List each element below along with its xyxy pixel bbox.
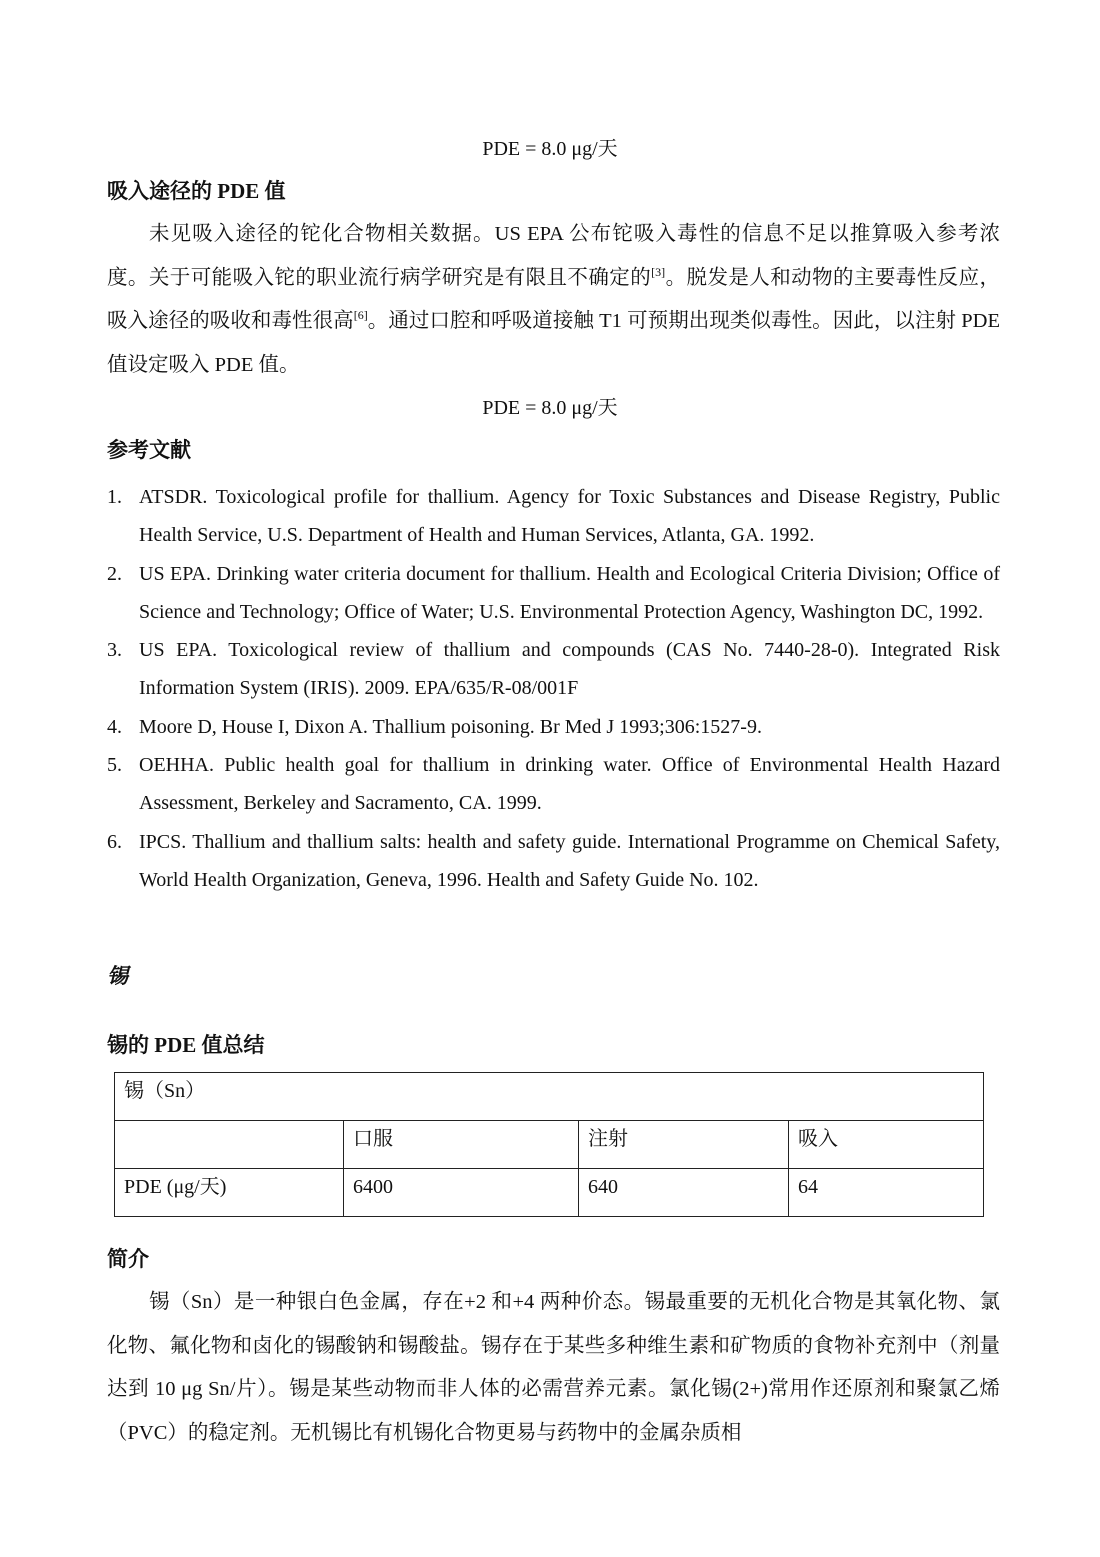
table-header-cell xyxy=(115,1121,344,1169)
table-title-row xyxy=(115,1073,984,1121)
inhalation-text-3: 。通过口腔和呼吸道接触 T1 可预期出现类似毒性。因此，以注射 PDE 值设定吸入 PDE 值。 xyxy=(107,310,1001,376)
reference-item xyxy=(107,478,1000,555)
reference-item xyxy=(107,746,1000,823)
reference-number: 1. xyxy=(107,486,122,508)
inhalation-paragraph xyxy=(107,213,1000,387)
intro-paragraph: 锡（Sn）是一种银白色金属，存在+2 和+4 两种价态。锡最重要的无机化合物是其氧化物、氯化物、氟化物和卤化的锡酸钠和锡酸盐。锡存在于某些多种维生素和矿物质的食物补充剂中（剂量达到 10 μg Sn/片）。锡是某些动物而非人体的必需营养元素。氯化锡(2+)常用作还原剂和聚氯乙烯（PVC）的稳定剂。无机锡比有机锡化合物更易与药物中的金属杂质相 xyxy=(107,1291,1000,1444)
table-header-row xyxy=(115,1121,984,1169)
table-title-cell: 锡（Sn） xyxy=(115,1073,984,1121)
table-header-cell: 口服 xyxy=(344,1121,579,1169)
reference-text: IPCS. Thallium and thallium salts: health and safety guide. International Programme on Chemical Safety, World Health Organization, Geneva, 1996. Health and Safety Guide No. 102. xyxy=(139,830,1000,891)
table-header-cell: 吸入 xyxy=(789,1121,984,1169)
reference-text: US EPA. Toxicological review of thallium and compounds (CAS No. 7440-28-0). Integrated Risk Information System (IRIS). 2009. EPA/635/R-08/001F xyxy=(139,639,1000,700)
tin-pde-table xyxy=(114,1072,984,1217)
citation-3: [3] xyxy=(651,264,666,279)
inhalation-text-1: 未见吸入途径的铊化合物相关数据。US EPA 公布铊吸入毒性的信息不足以推算吸入参考浓度。关于可能吸入铊的职业流行病学研究是有限且不确定的 xyxy=(107,223,1000,289)
pde-formula-inhalation: PDE = 8.0 μg/天 xyxy=(482,397,618,419)
table-header-cell: 注射 xyxy=(579,1121,789,1169)
heading-tin-pde-summary: 锡的 PDE 值总结 xyxy=(107,1033,265,1057)
reference-item xyxy=(107,823,1000,900)
reference-text: ATSDR. Toxicological profile for thallium. Agency for Toxic Substances and Disease Registry, Public Health Service, U.S. Department of Health and Human Services, Atlanta, GA. 1992. xyxy=(139,486,1000,547)
citation-6: [6] xyxy=(353,308,368,322)
table-cell: 640 xyxy=(579,1169,789,1217)
reference-number: 3. xyxy=(107,639,122,662)
reference-text: OEHHA. Public health goal for thallium in drinking water. Office of Environmental Health Hazard Assessment, Berkeley and Sacramento, CA. 1999. xyxy=(139,754,1000,815)
reference-list xyxy=(107,478,1000,899)
reference-number: 5. xyxy=(107,754,122,777)
reference-text: Moore D, House I, Dixon A. Thallium poisoning. Br Med J 1993;306:1527-9. xyxy=(139,715,762,738)
table-cell: 6400 xyxy=(344,1169,579,1217)
reference-item xyxy=(107,555,1000,632)
reference-item xyxy=(107,631,1000,708)
heading-introduction: 简介 xyxy=(107,1247,149,1271)
reference-number: 4. xyxy=(107,715,122,738)
reference-item xyxy=(107,708,1000,746)
inhalation-text-2: 。脱发是人和动物的主要毒性反应，吸入途径的吸收和毒性很高 xyxy=(107,266,1001,332)
table-cell: PDE (μg/天) xyxy=(115,1169,344,1217)
heading-tin: 锡 xyxy=(107,964,128,988)
table-cell: 64 xyxy=(789,1169,984,1217)
heading-references: 参考文献 xyxy=(107,438,191,462)
pde-formula-oral: PDE = 8.0 μg/天 xyxy=(482,138,618,160)
reference-number: 6. xyxy=(107,830,122,853)
table-row xyxy=(115,1169,984,1217)
reference-number: 2. xyxy=(107,562,122,585)
heading-inhalation-pde: 吸入途径的 PDE 值 xyxy=(107,179,286,203)
reference-text: US EPA. Drinking water criteria document for thallium. Health and Ecological Criteria Division; Office of Science and Technology; Office of Water; U.S. Environmental Protection Agency, Washington DC, 1992. xyxy=(139,562,1000,623)
